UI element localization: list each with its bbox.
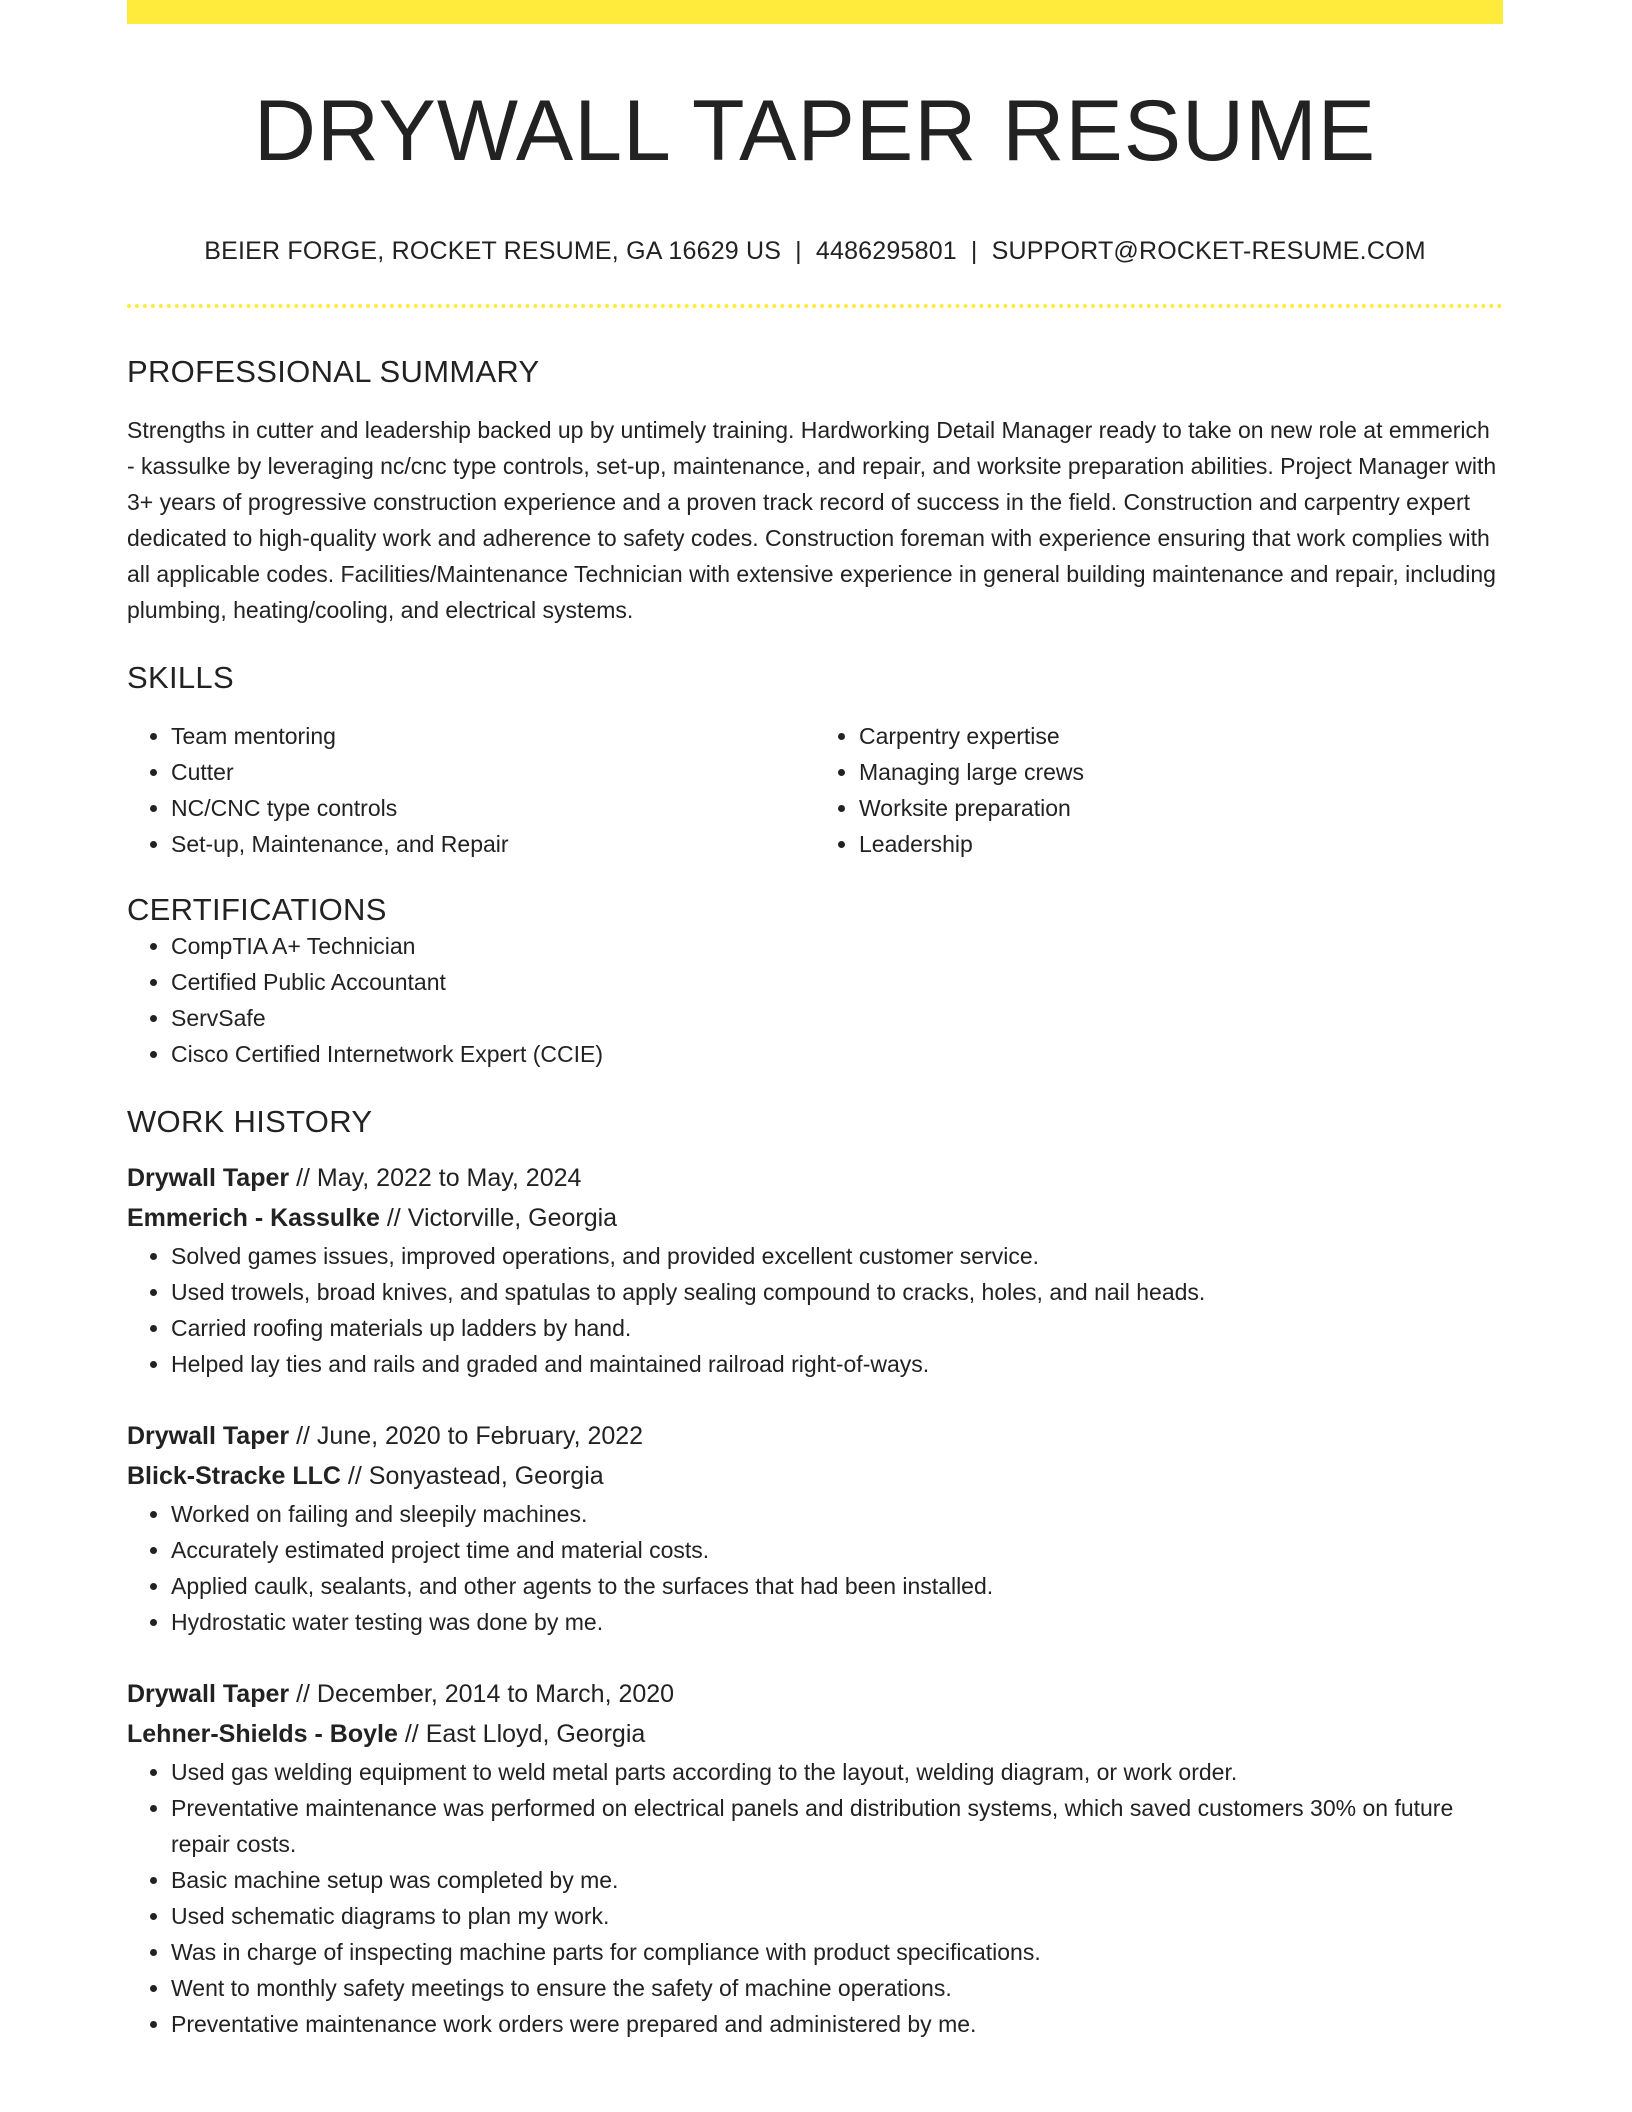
job-separator: //: [296, 1421, 310, 1450]
job-duty: • Was in charge of inspecting machine parts for compliance with product specifications.: [171, 1934, 1503, 1970]
job-separator: //: [296, 1679, 310, 1708]
job-company-line: [127, 1456, 1503, 1496]
job-dates: June, 2020 to February, 2022: [316, 1421, 644, 1450]
job-entry: [127, 1674, 1503, 2042]
job-entry: [127, 1158, 1503, 1382]
header-divider: [127, 304, 1503, 308]
job-duty: • Used schematic diagrams to plan my work.: [171, 1898, 1503, 1934]
summary-text: Strengths in cutter and leadership backed up by untimely training. Hardworking Detail Manager ready to take on new role at emmerich - kassulke by leveraging nc/cnc type controls, set-up, maintenance, and repair, and worksite preparation abilities. Project Manager with 3+ years of progressive construction experience and a proven track record of success in the field. Construction and carpentry expert dedicated to high-quality work and adherence to safety codes. Construction foreman with experience ensuring that work complies with all applicable codes. Facilities/Maintenance Technician with extensive experience in general building maintenance and repair, including plumbing, heating/cooling, and electrical systems.: [127, 416, 1497, 623]
job-dates: May, 2022 to May, 2024: [316, 1163, 582, 1192]
skills-list-right: [815, 718, 1503, 862]
work-history-heading: WORK HISTORY: [127, 1103, 373, 1139]
job-duty: • Solved games issues, improved operations, and provided excellent customer service.: [171, 1238, 1503, 1274]
contact-phone: 4486295801: [815, 236, 957, 265]
job-title: Drywall Taper: [127, 1421, 290, 1450]
job-company-line: [127, 1198, 1503, 1238]
skills-grid: [127, 718, 1503, 862]
job-separator: //: [386, 1203, 401, 1232]
skills-heading: SKILLS: [127, 659, 234, 695]
job-duty: • Basic machine setup was completed by me.: [171, 1862, 1503, 1898]
job-title-line: [127, 1674, 1503, 1714]
job-title-line: [127, 1158, 1503, 1198]
contact-address: BEIER FORGE, ROCKET RESUME, GA 16629 US: [204, 236, 782, 265]
job-company: Emmerich - Kassulke: [127, 1203, 380, 1232]
certification-item: • Cisco Certified Internetwork Expert (CCIE): [171, 1036, 1503, 1072]
certification-item: • CompTIA A+ Technician: [171, 928, 1503, 964]
job-location: East Lloyd, Georgia: [425, 1719, 646, 1748]
skill-item: • Set-up, Maintenance, and Repair: [171, 826, 815, 862]
job-duty: • Carried roofing materials up ladders by hand.: [171, 1310, 1503, 1346]
job-duty: • Helped lay ties and rails and graded and maintained railroad right-of-ways.: [171, 1346, 1503, 1382]
certifications-heading: CERTIFICATIONS: [127, 891, 387, 927]
skill-item: • Managing large crews: [859, 754, 1503, 790]
job-company-line: [127, 1714, 1503, 1754]
job-duty: • Used gas welding equipment to weld metal parts according to the layout, welding diagram, or work order.: [171, 1754, 1503, 1790]
certification-item: • Certified Public Accountant: [171, 964, 1503, 1000]
job-separator: //: [347, 1461, 362, 1490]
job-duties-list: [127, 1496, 1503, 1640]
resume-title: DRYWALL TAPER RESUME: [253, 83, 1377, 179]
job-title-line: [127, 1416, 1503, 1456]
contact-email: SUPPORT@ROCKET-RESUME.COM: [991, 236, 1426, 265]
job-location: Victorville, Georgia: [407, 1203, 618, 1232]
job-duties-list: [127, 1754, 1503, 2042]
job-duty: • Hydrostatic water testing was done by me.: [171, 1604, 1503, 1640]
contact-separator: |: [795, 236, 802, 265]
top-accent-bar: [127, 0, 1503, 24]
job-duty: • Went to monthly safety meetings to ensure the safety of machine operations.: [171, 1970, 1503, 2006]
job-separator: //: [404, 1719, 419, 1748]
job-location: Sonyastead, Georgia: [368, 1461, 604, 1490]
skill-item: • Team mentoring: [171, 718, 815, 754]
job-title: Drywall Taper: [127, 1163, 290, 1192]
contact-line: [127, 237, 1503, 266]
summary-heading: PROFESSIONAL SUMMARY: [127, 353, 540, 389]
job-duty: • Worked on failing and sleepily machines.: [171, 1496, 1503, 1532]
skill-item: • Leadership: [859, 826, 1503, 862]
job-company: Blick-Stracke LLC: [127, 1461, 341, 1490]
job-duties-list: [127, 1238, 1503, 1382]
skill-item: • NC/CNC type controls: [171, 790, 815, 826]
skill-item: • Cutter: [171, 754, 815, 790]
job-duty: • Used trowels, broad knives, and spatulas to apply sealing compound to cracks, holes, and nail heads.: [171, 1274, 1503, 1310]
job-duty: • Applied caulk, sealants, and other agents to the surfaces that had been installed.: [171, 1568, 1503, 1604]
job-dates: December, 2014 to March, 2020: [316, 1679, 675, 1708]
certifications-list: [127, 928, 1503, 1072]
job-title: Drywall Taper: [127, 1679, 290, 1708]
skill-item: • Carpentry expertise: [859, 718, 1503, 754]
job-duty: • Preventative maintenance was performed on electrical panels and distribution systems, which saved customers 30% on future repair costs.: [171, 1790, 1503, 1862]
job-duty: • Accurately estimated project time and material costs.: [171, 1532, 1503, 1568]
contact-separator: |: [970, 236, 978, 265]
resume-page: [127, 0, 1503, 2042]
job-duty: • Preventative maintenance work orders were prepared and administered by me.: [171, 2006, 1503, 2042]
job-separator: //: [296, 1163, 310, 1192]
skill-item: • Worksite preparation: [859, 790, 1503, 826]
skills-list-left: [127, 718, 815, 862]
certification-item: • ServSafe: [171, 1000, 1503, 1036]
job-company: Lehner-Shields - Boyle: [127, 1719, 398, 1748]
job-entry: [127, 1416, 1503, 1640]
